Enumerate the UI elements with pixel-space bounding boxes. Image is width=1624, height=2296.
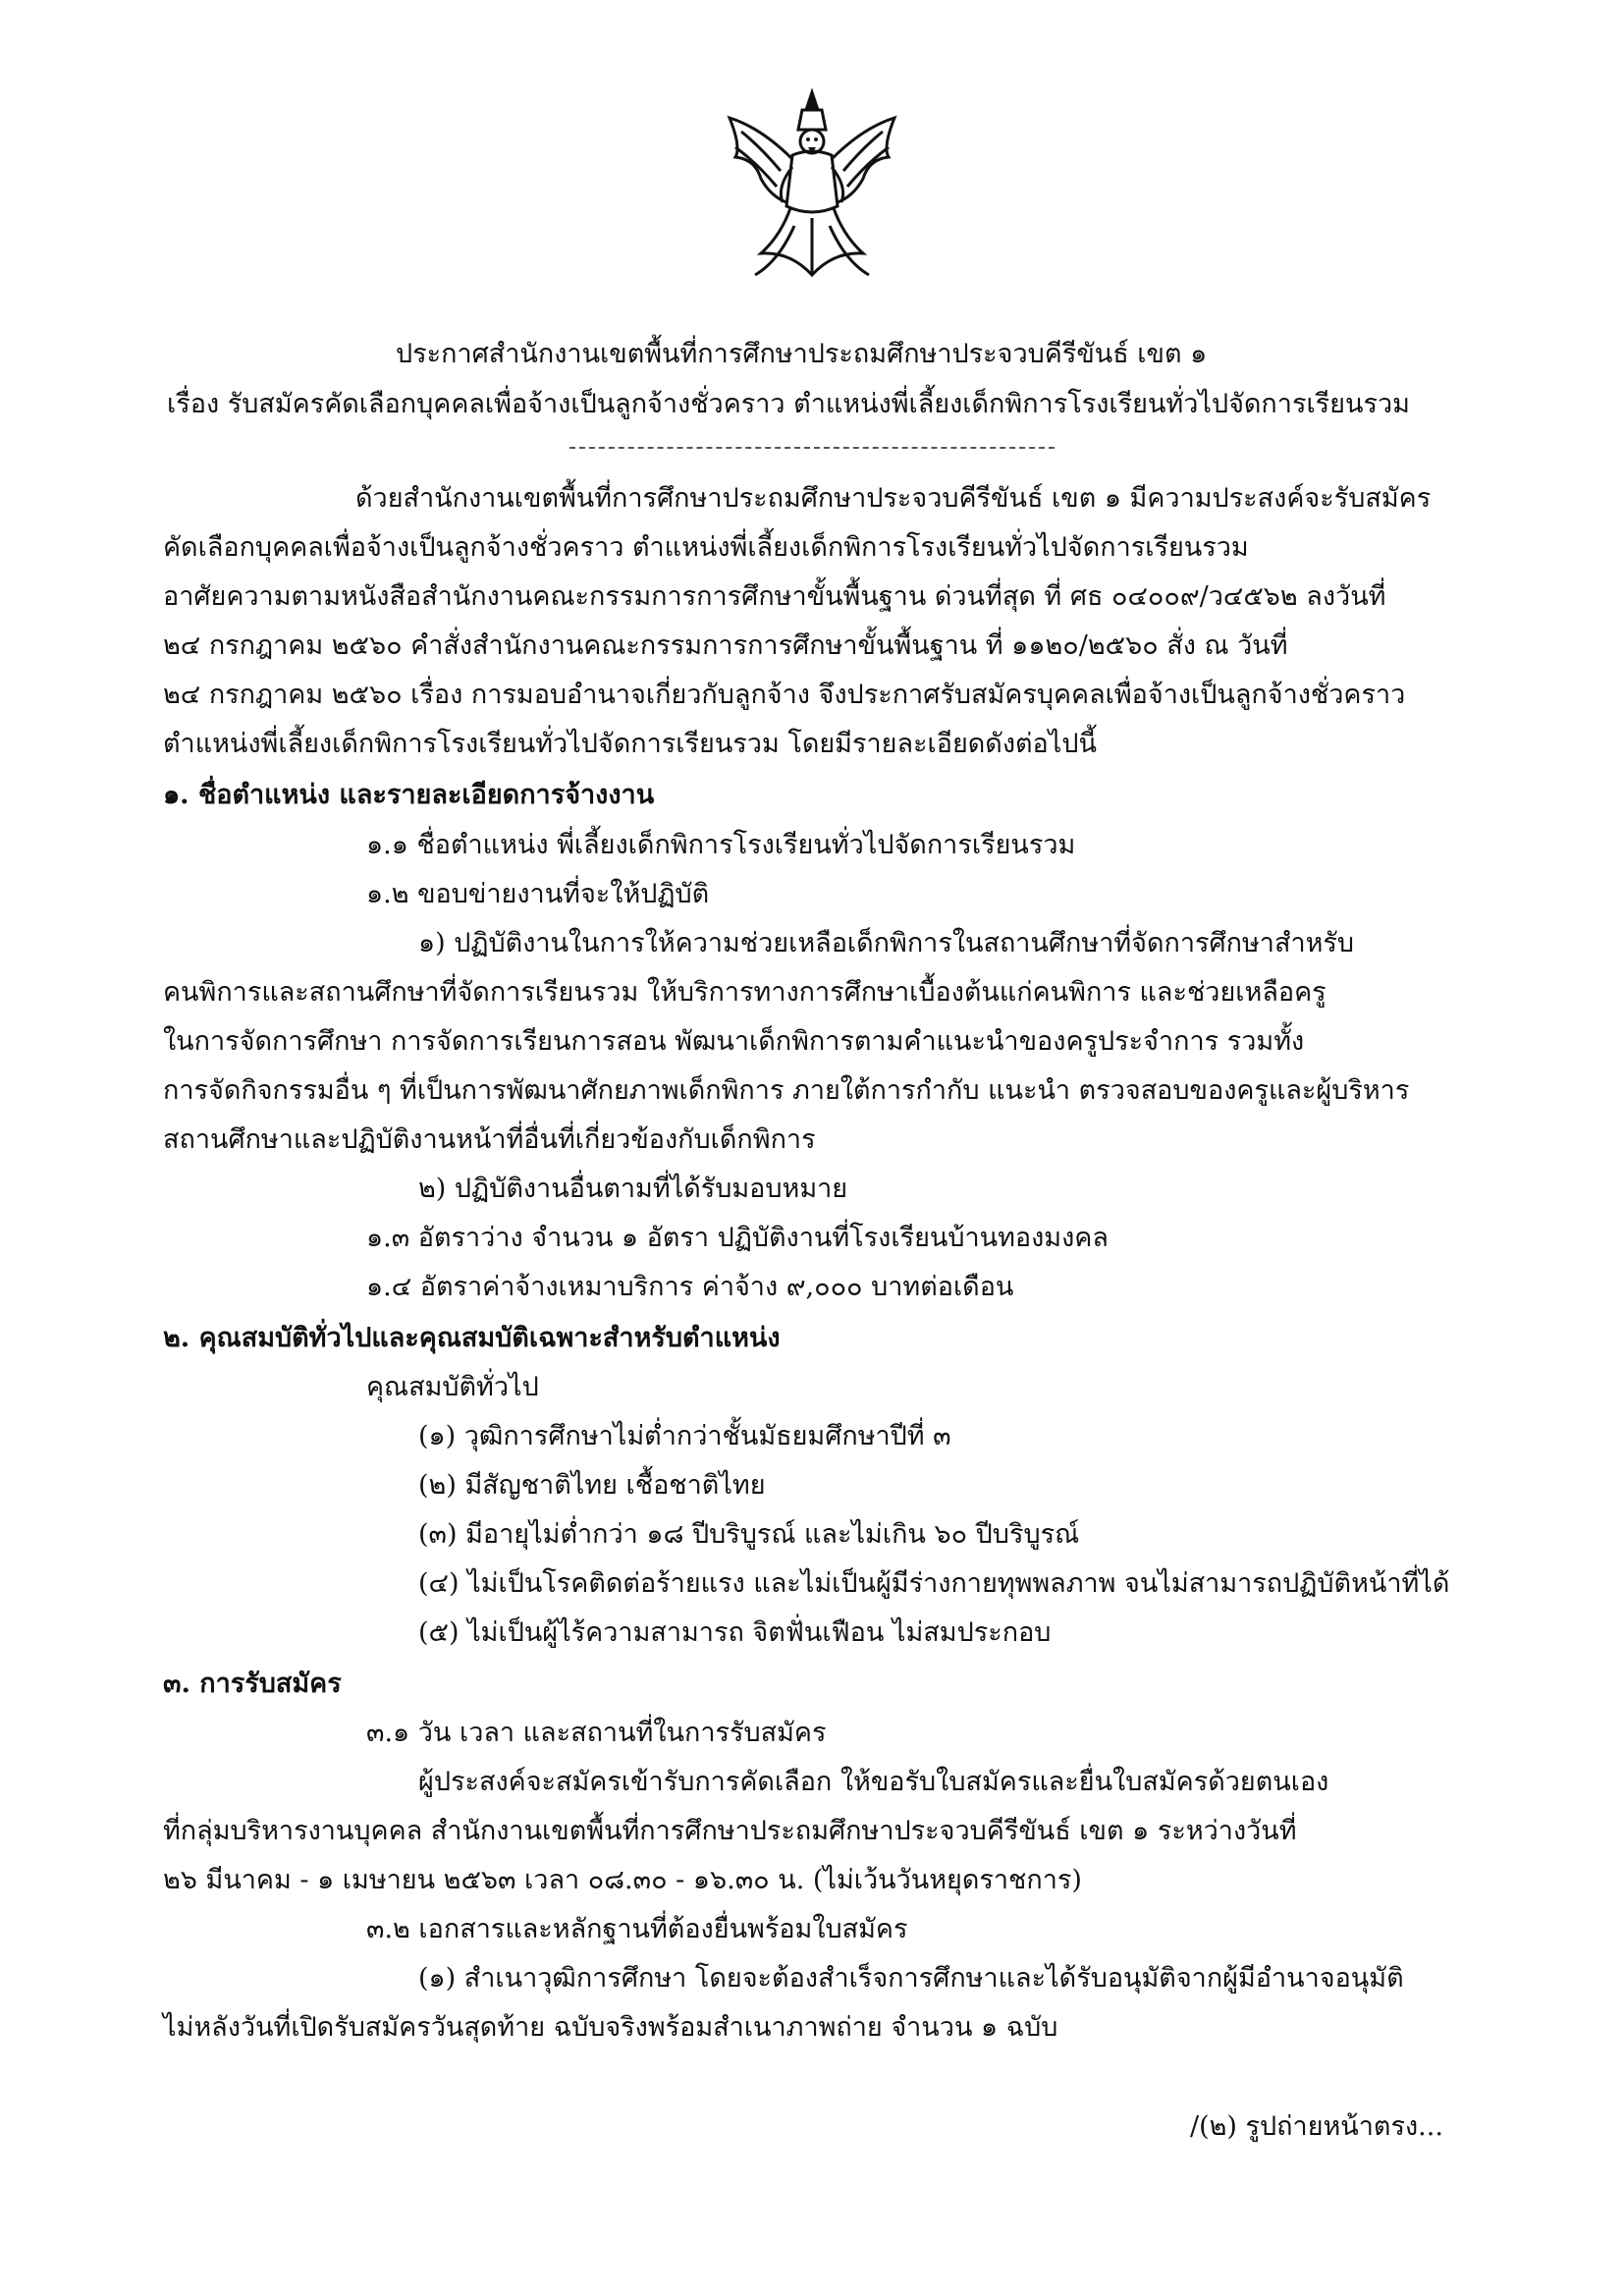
garuda-emblem-icon	[722, 88, 902, 289]
qualification-item: (๔) ไม่เป็นโรคติดต่อร้ายแรง และไม่เป็นผู้มีร่างกายทุพพลภาพ จนไม่สามารถปฏิบัติหน้าที่ได้	[418, 1568, 1450, 1599]
section-2-heading: ๒. คุณสมบัติทั่วไปและคุณสมบัติเฉพาะสำหรับตำแหน่ง	[163, 1323, 781, 1353]
page-continuation: /(๒) รูปถ่ายหน้าตรง...	[1190, 2111, 1443, 2142]
intro-line: ๒๔ กรกฎาคม ๒๕๖๐ เรื่อง การมอบอำนาจเกี่ยวกับลูกจ้าง จึงประกาศรับสมัครบุคคลเพื่อจ้างเป็นลูกจ้างชั่วคราว	[163, 680, 1406, 710]
intro-line: ด้วยสำนักงานเขตพื้นที่การศึกษาประถมศึกษาประจวบคีรีขันธ์ เขต ๑ มีความประสงค์จะรับสมัคร	[355, 483, 1432, 514]
duty-1-line: ในการจัดการศึกษา การจัดการเรียนการสอน พัฒนาเด็กพิการตามคำแนะนำของครูประจำการ รวมทั้ง	[163, 1026, 1305, 1057]
header-separator	[569, 447, 1055, 449]
duty-1-line: คนพิการและสถานศึกษาที่จัดการเรียนรวม ให้บริการทางการศึกษาเบื้องต้นแก่คนพิการ และช่วยเหลือครู	[163, 977, 1326, 1008]
intro-line: ตำแหน่งพี่เลี้ยงเด็กพิการโรงเรียนทั่วไปจัดการเรียนรวม โดยมีรายละเอียดดังต่อไปนี้	[163, 729, 1097, 759]
qualification-item: (๓) มีอายุไม่ต่ำกว่า ๑๘ ปีบริบูรณ์ และไม่เกิน ๖๐ ปีบริบูรณ์	[418, 1519, 1080, 1550]
announcement-subject: เรื่อง รับสมัครคัดเลือกบุคคลเพื่อจ้างเป็นลูกจ้างชั่วคราว ตำแหน่งพี่เลี้ยงเด็กพิการโรงเรียนทั่วไปจัดการเรียนรวม	[167, 389, 1410, 419]
apply-paragraph-line: ผู้ประสงค์จะสมัครเข้ารับการคัดเลือก ให้ขอรับใบสมัครและยื่นใบสมัครด้วยตนเอง	[418, 1767, 1329, 1797]
document-item-line: ไม่หลังวันที่เปิดรับสมัครวันสุดท้าย ฉบับจริงพร้อมสำเนาภาพถ่าย จำนวน ๑ ฉบับ	[163, 2012, 1058, 2043]
intro-line: อาศัยความตามหนังสือสำนักงานคณะกรรมการการศึกษาขั้นพื้นฐาน ด่วนที่สุด ที่ ศธ ๐๔๐๐๙/ว๔๕๖๒ ลงวันที่	[163, 581, 1386, 612]
intro-line: คัดเลือกบุคคลเพื่อจ้างเป็นลูกจ้างชั่วคราว ตำแหน่งพี่เลี้ยงเด็กพิการโรงเรียนทั่วไปจัดการเรียนรวม	[163, 532, 1249, 563]
qualification-item: (๑) วุฒิการศึกษาไม่ต่ำกว่าชั้นมัธยมศึกษาปีที่ ๓	[418, 1421, 951, 1451]
qualification-item: (๒) มีสัญชาติไทย เชื้อชาติไทย	[418, 1470, 766, 1501]
apply-paragraph-line: ๒๖ มีนาคม - ๑ เมษายน ๒๕๖๓ เวลา ๐๘.๓๐ - ๑๖.๓๐ น. (ไม่เว้นวันหยุดราชการ)	[163, 1865, 1082, 1895]
document-item-line: (๑) สำเนาวุฒิการศึกษา โดยจะต้องสำเร็จการศึกษาและได้รับอนุมัติจากผู้มีอำนาจอนุมัติ	[418, 1963, 1404, 1994]
qualification-item: (๕) ไม่เป็นผู้ไร้ความสามารถ จิตฟั่นเฟือน ไม่สมประกอบ	[418, 1617, 1052, 1648]
item-3-2: ๓.๒ เอกสารและหลักฐานที่ต้องยื่นพร้อมใบสมัคร	[366, 1914, 908, 1944]
item-1-1: ๑.๑ ชื่อตำแหน่ง พี่เลี้ยงเด็กพิการโรงเรียนทั่วไปจัดการเรียนรวม	[366, 830, 1076, 860]
apply-paragraph-line: ที่กลุ่มบริหารงานบุคคล สำนักงานเขตพื้นที่การศึกษาประถมศึกษาประจวบคีรีขันธ์ เขต ๑ ระหว่างวันที่	[163, 1816, 1297, 1846]
duty-2: ๒) ปฏิบัติงานอื่นตามที่ได้รับมอบหมาย	[418, 1174, 848, 1204]
item-1-3: ๑.๓ อัตราว่าง จำนวน ๑ อัตรา ปฏิบัติงานที่โรงเรียนบ้านทองมงคล	[366, 1223, 1109, 1253]
duty-1-line: การจัดกิจกรรมอื่น ๆ ที่เป็นการพัฒนาศักยภาพเด็กพิการ ภายใต้การกำกับ แนะนำ ตรวจสอบของครูและผู้บริหาร	[163, 1075, 1410, 1106]
section-2-subheading: คุณสมบัติทั่วไป	[366, 1372, 539, 1402]
section-1-heading: ๑. ชื่อตำแหน่ง และรายละเอียดการจ้างงาน	[163, 780, 655, 810]
duty-1-line: ๑) ปฏิบัติงานในการให้ความช่วยเหลือเด็กพิการในสถานศึกษาที่จัดการศึกษาสำหรับ	[418, 928, 1355, 958]
duty-1-line: สถานศึกษาและปฏิบัติงานหน้าที่อื่นที่เกี่ยวข้องกับเด็กพิการ	[163, 1124, 816, 1155]
section-3-heading: ๓. การรับสมัคร	[163, 1668, 342, 1699]
item-1-2: ๑.๒ ขอบข่ายงานที่จะให้ปฏิบัติ	[366, 879, 710, 909]
intro-line: ๒๔ กรกฎาคม ๒๕๖๐ คำสั่งสำนักงานคณะกรรมการการศึกษาขั้นพื้นฐาน ที่ ๑๑๒๐/๒๕๖๐ สั่ง ณ วันที่	[163, 630, 1288, 661]
item-1-4: ๑.๔ อัตราค่าจ้างเหมาบริการ ค่าจ้าง ๙,๐๐๐ บาทต่อเดือน	[366, 1272, 1014, 1302]
item-3-1: ๓.๑ วัน เวลา และสถานที่ในการรับสมัคร	[366, 1718, 827, 1748]
announcement-title: ประกาศสำนักงานเขตพื้นที่การศึกษาประถมศึกษาประจวบคีรีขันธ์ เขต ๑	[396, 339, 1208, 369]
